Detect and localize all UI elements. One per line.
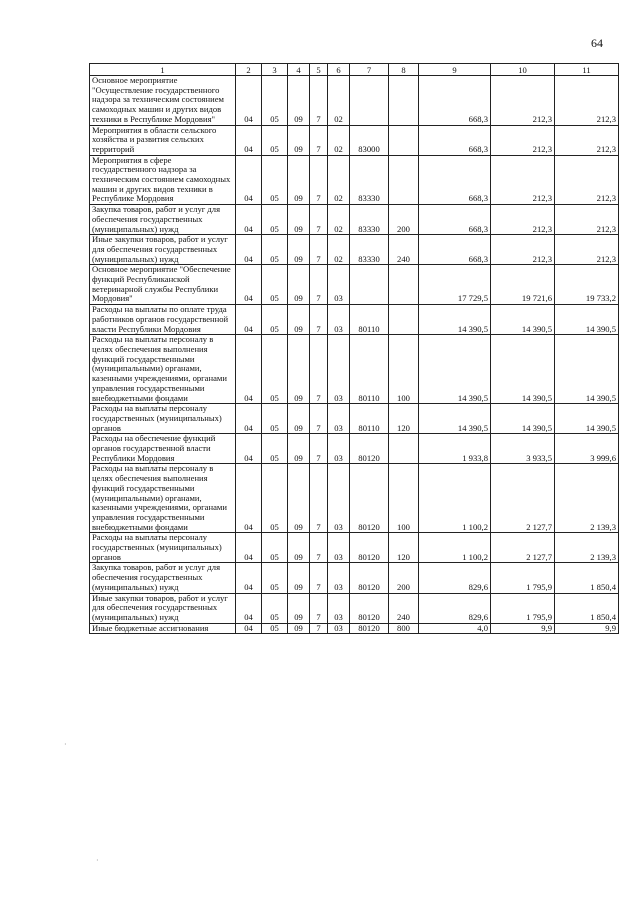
code-cell: 83000 [350, 125, 389, 155]
code-cell: 04 [236, 235, 262, 265]
code-cell: 80120 [350, 593, 389, 623]
row-description: Иные закупки товаров, работ и услуг для обеспечения государственных (муниципальных) нужд [90, 235, 236, 265]
amount-cell: 2 139,3 [555, 533, 619, 563]
code-cell: 7 [310, 593, 328, 623]
code-cell: 04 [236, 434, 262, 464]
column-header: 3 [262, 64, 288, 76]
table-row [90, 265, 619, 305]
column-header: 10 [491, 64, 555, 76]
code-cell: 7 [310, 623, 328, 634]
code-cell: 04 [236, 155, 262, 205]
code-cell: 83330 [350, 205, 389, 235]
code-cell: 200 [389, 205, 419, 235]
code-cell: 05 [262, 76, 288, 126]
table-row [90, 464, 619, 533]
amount-cell: 212,3 [491, 235, 555, 265]
code-cell: 09 [288, 265, 310, 305]
amount-cell: 1 100,2 [419, 464, 491, 533]
code-cell: 7 [310, 155, 328, 205]
code-cell: 09 [288, 335, 310, 404]
code-cell: 09 [288, 205, 310, 235]
column-header: 11 [555, 64, 619, 76]
code-cell: 02 [328, 76, 350, 126]
code-cell: 03 [328, 434, 350, 464]
amount-cell: 668,3 [419, 235, 491, 265]
code-cell: 7 [310, 404, 328, 434]
code-cell: 09 [288, 623, 310, 634]
amount-cell: 1 850,4 [555, 563, 619, 593]
code-cell: 7 [310, 205, 328, 235]
code-cell: 120 [389, 533, 419, 563]
amount-cell: 14 390,5 [555, 404, 619, 434]
table-row [90, 155, 619, 205]
table-row [90, 533, 619, 563]
row-description: Основное мероприятие "Осуществление государственного надзора за техническим состоянием самоходных машин и других видов техники в Республике Мордовия" [90, 76, 236, 126]
column-header: 9 [419, 64, 491, 76]
code-cell: 05 [262, 623, 288, 634]
code-cell: 04 [236, 76, 262, 126]
code-cell: 200 [389, 563, 419, 593]
table-row [90, 205, 619, 235]
code-cell: 09 [288, 533, 310, 563]
amount-cell: 14 390,5 [419, 404, 491, 434]
code-cell: 80120 [350, 464, 389, 533]
code-cell: 7 [310, 335, 328, 404]
code-cell: 05 [262, 125, 288, 155]
code-cell: 03 [328, 593, 350, 623]
code-cell: 05 [262, 305, 288, 335]
code-cell: 05 [262, 533, 288, 563]
scan-mark: · [64, 740, 67, 749]
amount-cell: 1 850,4 [555, 593, 619, 623]
amount-cell: 14 390,5 [491, 404, 555, 434]
code-cell: 7 [310, 125, 328, 155]
amount-cell: 212,3 [491, 125, 555, 155]
amount-cell: 829,6 [419, 563, 491, 593]
code-cell: 120 [389, 404, 419, 434]
amount-cell: 212,3 [555, 235, 619, 265]
code-cell: 7 [310, 533, 328, 563]
code-cell: 04 [236, 205, 262, 235]
table-row [90, 76, 619, 126]
code-cell: 7 [310, 563, 328, 593]
amount-cell: 3 933,5 [491, 434, 555, 464]
code-cell: 03 [328, 305, 350, 335]
amount-cell: 4,0 [419, 623, 491, 634]
amount-cell: 3 999,6 [555, 434, 619, 464]
code-cell: 05 [262, 235, 288, 265]
code-cell: 09 [288, 464, 310, 533]
code-cell: 09 [288, 235, 310, 265]
table-row [90, 404, 619, 434]
code-cell [389, 155, 419, 205]
amount-cell: 212,3 [555, 155, 619, 205]
amount-cell: 668,3 [419, 155, 491, 205]
code-cell: 80120 [350, 533, 389, 563]
amount-cell: 14 390,5 [555, 335, 619, 404]
code-cell: 83330 [350, 155, 389, 205]
code-cell: 7 [310, 464, 328, 533]
code-cell [389, 434, 419, 464]
code-cell: 09 [288, 434, 310, 464]
table-row [90, 623, 619, 634]
row-description: Расходы на выплаты персоналу в целях обеспечения выполнения функций государственными (муниципальными) органами, казенными учреждениями, органами управления государственными внебюджетными фондами [90, 335, 236, 404]
amount-cell: 212,3 [555, 125, 619, 155]
amount-cell: 1 100,2 [419, 533, 491, 563]
code-cell: 05 [262, 464, 288, 533]
row-description: Мероприятия в области сельского хозяйства и развития сельских территорий [90, 125, 236, 155]
amount-cell: 14 390,5 [419, 305, 491, 335]
amount-cell: 19 733,2 [555, 265, 619, 305]
amount-cell: 19 721,6 [491, 265, 555, 305]
code-cell: 05 [262, 563, 288, 593]
code-cell: 04 [236, 593, 262, 623]
amount-cell: 668,3 [419, 76, 491, 126]
code-cell: 7 [310, 76, 328, 126]
code-cell: 04 [236, 265, 262, 305]
code-cell: 02 [328, 205, 350, 235]
table-row [90, 305, 619, 335]
code-cell: 05 [262, 155, 288, 205]
code-cell: 7 [310, 265, 328, 305]
code-cell: 09 [288, 125, 310, 155]
amount-cell: 212,3 [491, 76, 555, 126]
amount-cell: 1 933,8 [419, 434, 491, 464]
column-header: 4 [288, 64, 310, 76]
row-description: Иные закупки товаров, работ и услуг для обеспечения государственных (муниципальных) нужд [90, 593, 236, 623]
code-cell: 7 [310, 305, 328, 335]
code-cell: 7 [310, 235, 328, 265]
column-header: 8 [389, 64, 419, 76]
code-cell: 83330 [350, 235, 389, 265]
amount-cell: 1 795,9 [491, 563, 555, 593]
code-cell: 05 [262, 265, 288, 305]
code-cell: 03 [328, 335, 350, 404]
table-row [90, 235, 619, 265]
code-cell: 03 [328, 533, 350, 563]
amount-cell: 212,3 [491, 155, 555, 205]
amount-cell: 14 390,5 [491, 305, 555, 335]
row-description: Расходы на обеспечение функций органов государственной власти Республики Мордовия [90, 434, 236, 464]
amount-cell: 668,3 [419, 205, 491, 235]
code-cell: 04 [236, 305, 262, 335]
code-cell: 800 [389, 623, 419, 634]
code-cell: 80120 [350, 563, 389, 593]
amount-cell: 212,3 [491, 205, 555, 235]
amount-cell: 212,3 [555, 76, 619, 126]
row-description: Расходы на выплаты персоналу государственных (муниципальных) органов [90, 404, 236, 434]
code-cell: 05 [262, 335, 288, 404]
code-cell: 05 [262, 434, 288, 464]
code-cell: 7 [310, 434, 328, 464]
row-description: Закупка товаров, работ и услуг для обеспечения государственных (муниципальных) нужд [90, 205, 236, 235]
amount-cell: 212,3 [555, 205, 619, 235]
code-cell: 02 [328, 235, 350, 265]
code-cell: 240 [389, 235, 419, 265]
code-cell: 03 [328, 623, 350, 634]
row-description: Расходы на выплаты персоналу в целях обеспечения выполнения функций государственными (муниципальными) органами, казенными учреждениями, органами управления государственными внебюджетными фондами [90, 464, 236, 533]
code-cell: 04 [236, 464, 262, 533]
table-row [90, 593, 619, 623]
code-cell [389, 125, 419, 155]
row-description: Основное мероприятие "Обеспечение функций Республиканской ветеринарной службы Республики Мордовия" [90, 265, 236, 305]
amount-cell: 2 127,7 [491, 464, 555, 533]
code-cell: 09 [288, 76, 310, 126]
row-description: Расходы на выплаты по оплате труда работников органов государственной власти Республики Мордовия [90, 305, 236, 335]
table-body [90, 76, 619, 634]
code-cell: 03 [328, 404, 350, 434]
code-cell [389, 305, 419, 335]
amount-cell: 14 390,5 [419, 335, 491, 404]
code-cell: 05 [262, 593, 288, 623]
page-number: 64 [591, 36, 603, 50]
header-row [90, 64, 619, 76]
code-cell: 04 [236, 563, 262, 593]
code-cell: 04 [236, 125, 262, 155]
code-cell [389, 76, 419, 126]
column-header: 6 [328, 64, 350, 76]
code-cell: 80120 [350, 623, 389, 634]
code-cell: 03 [328, 265, 350, 305]
code-cell: 80110 [350, 335, 389, 404]
code-cell: 80120 [350, 434, 389, 464]
code-cell: 09 [288, 563, 310, 593]
table-row [90, 563, 619, 593]
code-cell: 03 [328, 464, 350, 533]
table-row [90, 125, 619, 155]
row-description: Иные бюджетные ассигнования [90, 623, 236, 634]
code-cell: 04 [236, 623, 262, 634]
code-cell: 09 [288, 593, 310, 623]
code-cell: 09 [288, 305, 310, 335]
code-cell [389, 265, 419, 305]
code-cell: 04 [236, 335, 262, 404]
code-cell: 04 [236, 404, 262, 434]
column-header: 2 [236, 64, 262, 76]
row-description: Закупка товаров, работ и услуг для обеспечения государственных (муниципальных) нужд [90, 563, 236, 593]
amount-cell: 829,6 [419, 593, 491, 623]
table-row [90, 335, 619, 404]
amount-cell: 14 390,5 [555, 305, 619, 335]
code-cell: 100 [389, 335, 419, 404]
code-cell: 80110 [350, 305, 389, 335]
amount-cell: 17 729,5 [419, 265, 491, 305]
code-cell: 80110 [350, 404, 389, 434]
code-cell: 240 [389, 593, 419, 623]
table-row [90, 434, 619, 464]
code-cell: 04 [236, 533, 262, 563]
row-description: Мероприятия в сфере государственного надзора за техническим состоянием самоходных машин и других видов техники в Республике Мордовия [90, 155, 236, 205]
code-cell: 03 [328, 563, 350, 593]
column-header: 1 [90, 64, 236, 76]
code-cell: 05 [262, 205, 288, 235]
amount-cell: 14 390,5 [491, 335, 555, 404]
budget-table [89, 63, 619, 634]
amount-cell: 2 127,7 [491, 533, 555, 563]
code-cell [350, 265, 389, 305]
amount-cell: 2 139,3 [555, 464, 619, 533]
amount-cell: 668,3 [419, 125, 491, 155]
column-header: 5 [310, 64, 328, 76]
code-cell [350, 76, 389, 126]
amount-cell: 9,9 [491, 623, 555, 634]
code-cell: 100 [389, 464, 419, 533]
column-header: 7 [350, 64, 389, 76]
code-cell: 02 [328, 155, 350, 205]
amount-cell: 9,9 [555, 623, 619, 634]
scan-mark: · [96, 856, 99, 865]
row-description: Расходы на выплаты персоналу государственных (муниципальных) органов [90, 533, 236, 563]
amount-cell: 1 795,9 [491, 593, 555, 623]
code-cell: 02 [328, 125, 350, 155]
code-cell: 09 [288, 404, 310, 434]
code-cell: 09 [288, 155, 310, 205]
code-cell: 05 [262, 404, 288, 434]
